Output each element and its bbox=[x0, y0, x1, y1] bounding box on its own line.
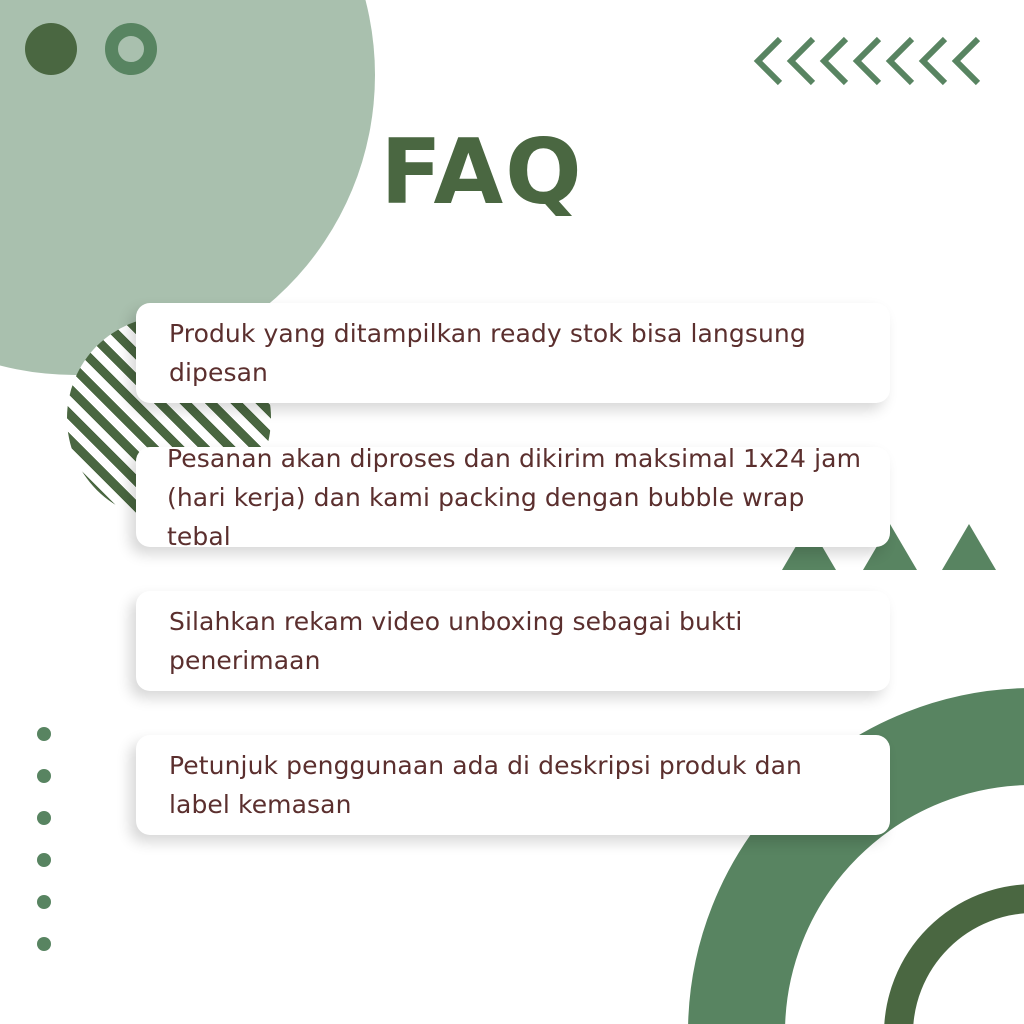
page-title: FAQ bbox=[380, 120, 584, 225]
faq-text: Pesanan akan diproses dan dikirim maksimal 1x24 jam (hari kerja) dan kami packing dengan bubble wrap tebal bbox=[167, 443, 862, 551]
faq-item-3 bbox=[136, 591, 890, 691]
faq-text: Petunjuk penggunaan ada di deskripsi produk dan label kemasan bbox=[169, 751, 802, 819]
faq-item-4 bbox=[136, 735, 890, 835]
faq-text: Produk yang ditampilkan ready stok bisa langsung dipesan bbox=[169, 319, 806, 387]
solid-dot-icon bbox=[25, 23, 77, 75]
faq-text: Silahkan rekam video unboxing sebagai bukti penerimaan bbox=[169, 607, 743, 675]
faq-item-1 bbox=[136, 303, 890, 403]
chevron-arrows-icon bbox=[752, 34, 992, 88]
vertical-dots-icon bbox=[35, 726, 53, 956]
faq-item-2 bbox=[136, 443, 890, 551]
ring-dot-icon bbox=[105, 23, 157, 75]
